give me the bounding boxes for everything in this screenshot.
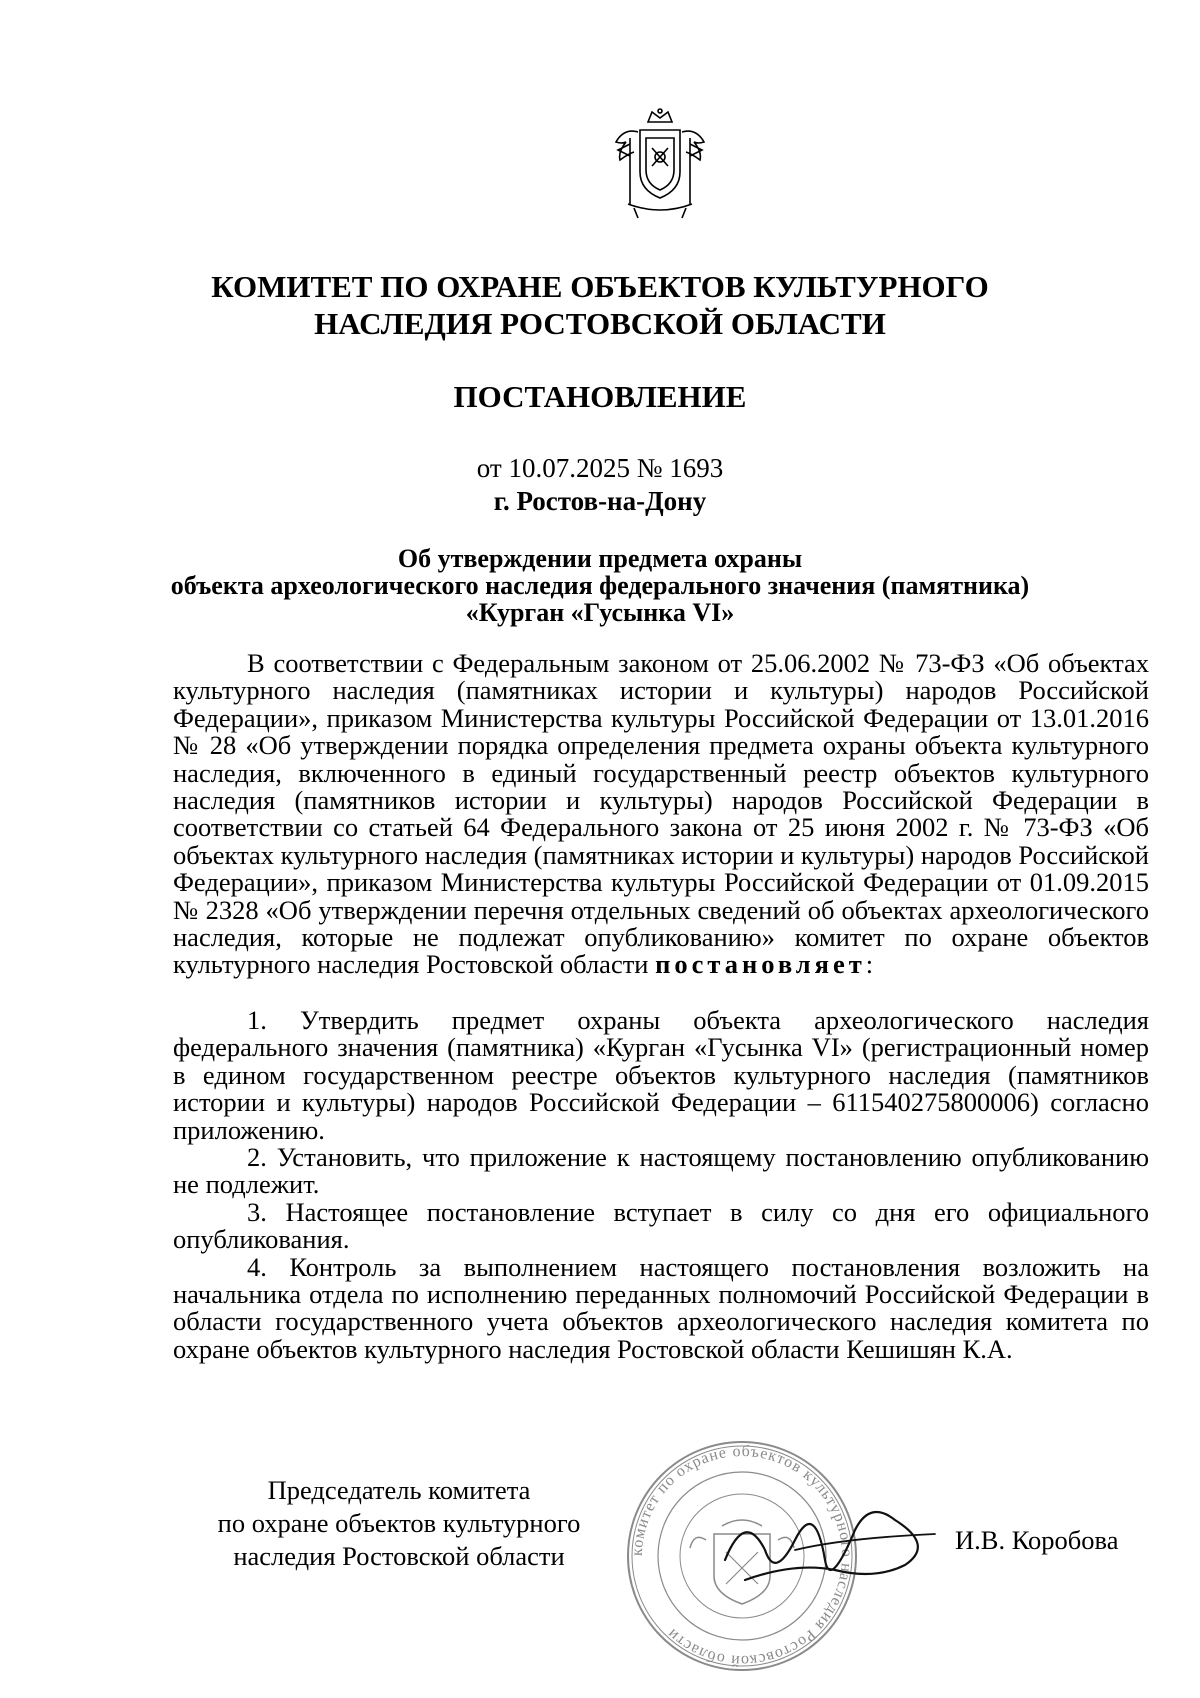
handwritten-signature-icon bbox=[705, 1490, 945, 1610]
signer-position-line3: наследия Ростовской области bbox=[233, 1541, 565, 1571]
signer-position-line1: Председатель комитета bbox=[267, 1475, 531, 1505]
subject-line1: Об утверждении предмета охраны bbox=[397, 544, 803, 573]
signer-name: И.В. Коробова bbox=[955, 1525, 1119, 1555]
subject-line3: «Курган «Гусынка VI» bbox=[465, 598, 735, 627]
coat-of-arms-icon bbox=[608, 108, 712, 220]
subject-line2: объекта археологического наследия федерального значения (памятника) bbox=[170, 571, 1030, 600]
organization-name bbox=[0, 268, 1200, 342]
organization-name-line2: НАСЛЕДИЯ РОСТОВСКОЙ ОБЛАСТИ bbox=[314, 306, 886, 341]
signer-position bbox=[185, 1474, 613, 1573]
document-body bbox=[173, 650, 1149, 1363]
item-paragraph-3: 3. Настоящее постановление вступает в силу со дня его официального опубликования. bbox=[173, 1196, 1149, 1255]
item-paragraph-2: 2. Установить, что приложение к настоящему постановлению опубликованию не подлежит. bbox=[173, 1141, 1149, 1200]
document-date-number: от 10.07.2025 № 1693 bbox=[476, 453, 724, 483]
item-paragraph-4: 4. Контроль за выполнением настоящего постановления возложить на начальника отдела по исполнению переданных полномочий Российской Федерации в области государственного учета объектов археологического наследия комитета по охране объектов культурного наследия Ростовской области Кешишян К.А. bbox=[173, 1251, 1149, 1364]
item-paragraph-1: 1. Утвердить предмет охраны объекта археологического наследия федерального значения (памятника) «Курган «Гусынка VI» (регистрационный номер в едином государственном реестре объектов культурного наследия (памятников истории и культуры) народов Российской Федерации – 611540275800006) согласно приложению. bbox=[173, 1004, 1149, 1145]
document-subject bbox=[0, 545, 1200, 626]
decree-word: постановляет bbox=[655, 949, 866, 980]
preamble-text: В соответствии с Федеральным законом от 25.06.2002 № 73-ФЗ «Об объектах культурного наследия (памятниках истории и культуры) народов Российской Федерации», приказом Министерства культуры Российской Федерации от 13.01.2016 № 28 «Об утверждении порядка определения предмета охраны объекта культурного наследия, включенного в единый государственный реестр объектов культурного наследия (памятников истории и культуры) народов Российской Федерации в соответствии со статьей 64 Федерального закона от 25 июня 2002 г. № 73-ФЗ «Об объектах культурного наследия (памятниках истории и культуры) народов Российской Федерации», приказом Министерства культуры Российской Федерации от 01.09.2015 № 2328 «Об утверждении перечня отдельных сведений об объектах археологического наследия, которые не подлежат опубликованию» комитет по охране объектов культурного наследия Ростовской области bbox=[173, 648, 1149, 980]
document-city: г. Ростов-на-Дону bbox=[493, 486, 707, 516]
preamble-paragraph bbox=[173, 650, 1149, 979]
document-type: ПОСТАНОВЛЕНИЕ bbox=[453, 379, 747, 414]
decree-colon: : bbox=[865, 949, 874, 980]
signer-position-line2: по охране объектов культурного bbox=[217, 1508, 581, 1538]
organization-name-line1: КОМИТЕТ ПО ОХРАНЕ ОБЪЕКТОВ КУЛЬТУРНОГО bbox=[211, 269, 989, 304]
seal-text: комитет по охране объектов культурного наследия Ростовской области bbox=[628, 1442, 856, 1670]
